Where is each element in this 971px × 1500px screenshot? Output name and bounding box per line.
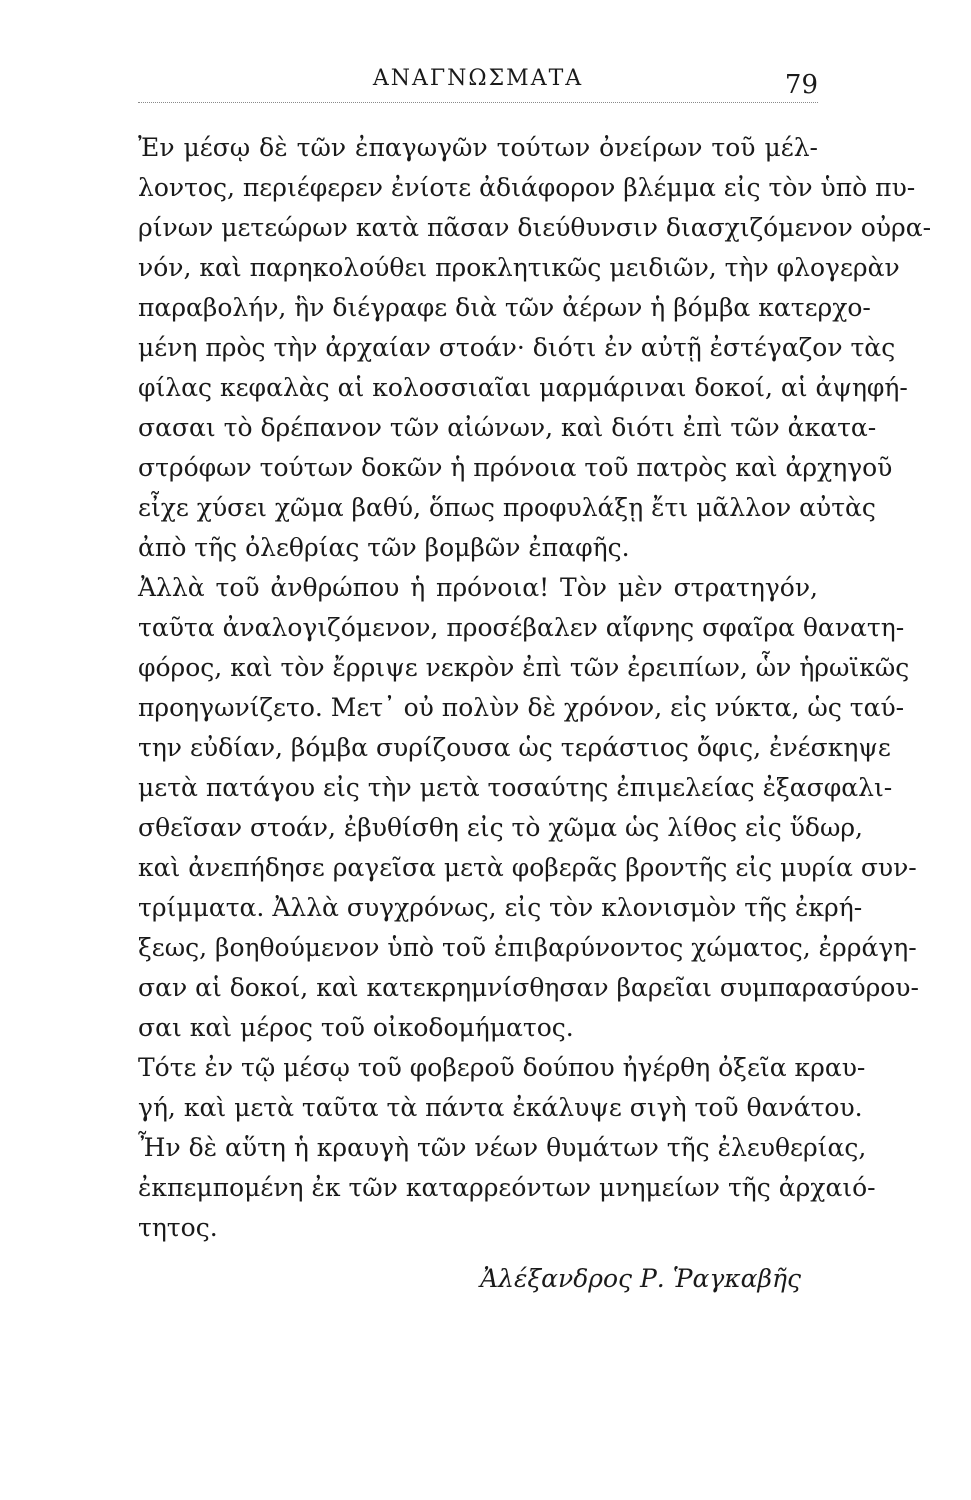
text-line: μένη πρὸς τὴν ἀρχαίαν στοάν· διότι ἐν αὐτῇ ἐστέγαζον τὰς bbox=[138, 333, 896, 362]
text-line: Ἀλλὰ τοῦ ἀνθρώπου ἡ πρόνοια! Τὸν μὲν στρατηγόν, bbox=[138, 573, 818, 602]
author-signature: Ἀλέξανδρος Ρ. Ῥαγκαβῆς bbox=[480, 1264, 801, 1293]
text-line: Ἐν μέσῳ δὲ τῶν ἐπαγωγῶν τούτων ὀνείρων τοῦ μέλ- bbox=[138, 133, 818, 162]
text-line: στρόφων τούτων δοκῶν ἡ πρόνοια τοῦ πατρὸς καὶ ἀρχηγοῦ bbox=[138, 453, 893, 482]
paragraph bbox=[138, 128, 932, 568]
text-line: σαι καὶ μέρος τοῦ οἰκοδομήματος. bbox=[138, 1013, 574, 1042]
text-line: τητος. bbox=[138, 1213, 218, 1242]
paragraph bbox=[138, 1048, 876, 1248]
text-line: ἀπὸ τῆς ὀλεθρίας τῶν βομβῶν ἐπαφῆς. bbox=[138, 533, 630, 562]
running-title: ΑΝΑΓΝΩΣΜΑΤΑ bbox=[372, 66, 584, 91]
text-line: φίλας κεφαλὰς αἱ κολοσσιαῖαι μαρμάριναι δοκοί, αἱ ἀψηφή- bbox=[138, 373, 908, 402]
text-line: προηγωνίζετο. Μετ᾽ οὐ πολὺν δὲ χρόνον, εἰς νύκτα, ὡς ταύ- bbox=[138, 693, 905, 722]
body-text bbox=[138, 128, 932, 1248]
text-line: ἐκπεμπομένη ἐκ τῶν καταρρεόντων μνημείων τῆς ἀρχαιό- bbox=[138, 1173, 876, 1202]
text-line: γή, καὶ μετὰ ταῦτα τὰ πάντα ἐκάλυψε σιγὴ τοῦ θανάτου. bbox=[138, 1093, 863, 1122]
text-line: εἶχε χύσει χῶμα βαθύ, ὅπως προφυλάξῃ ἔτι μᾶλλον αὐτὰς bbox=[138, 493, 876, 522]
text-line: Τότε ἐν τῷ μέσῳ τοῦ φοβεροῦ δούπου ἠγέρθη ὀξεῖα κραυ- bbox=[138, 1053, 866, 1082]
text-line: σθεῖσαν στοάν, ἐβυθίσθη εἰς τὸ χῶμα ὡς λίθος εἰς ὕδωρ, bbox=[138, 813, 863, 842]
page-number: 79 bbox=[784, 70, 818, 100]
text-line: καὶ ἀνεπήδησε ραγεῖσα μετὰ φοβερᾶς βροντῆς εἰς μυρία συν- bbox=[138, 853, 917, 882]
text-line: Ἦν δὲ αὕτη ἡ κραυγὴ τῶν νέων θυμάτων τῆς ἐλευθερίας, bbox=[138, 1133, 867, 1162]
text-line: ξεως, βοηθούμενον ὑπὸ τοῦ ἐπιβαρύνοντος χώματος, ἐρράγη- bbox=[138, 933, 917, 962]
text-line: ταῦτα ἀναλογιζόμενον, προσέβαλεν αἴφνης σφαῖρα θανατη- bbox=[138, 613, 905, 642]
text-line: τρίμματα. Ἀλλὰ συγχρόνως, εἰς τὸν κλονισμὸν τῆς ἐκρή- bbox=[138, 893, 863, 922]
paragraph bbox=[138, 568, 919, 1048]
text-line: παραβολήν, ἣν διέγραφε διὰ τῶν ἀέρων ἡ βόμβα κατερχο- bbox=[138, 293, 871, 322]
running-head bbox=[138, 66, 818, 100]
text-line: μετὰ πατάγου εἰς τὴν μετὰ τοσαύτης ἐπιμελείας ἐξασφαλι- bbox=[138, 773, 893, 802]
text-line: φόρος, καὶ τὸν ἔρριψε νεκρὸν ἐπὶ τῶν ἐρειπίων, ὧν ἡρωϊκῶς bbox=[138, 653, 910, 682]
header-rule bbox=[138, 102, 818, 103]
text-line: την εὐδίαν, βόμβα συρίζουσα ὡς τεράστιος ὄφις, ἐνέσκηψε bbox=[138, 733, 891, 762]
text-line: νόν, καὶ παρηκολούθει προκλητικῶς μειδιῶν, τὴν φλογερὰν bbox=[138, 253, 900, 282]
text-line: ρίνων μετεώρων κατὰ πᾶσαν διεύθυνσιν διασχιζόμενον οὐρα- bbox=[138, 213, 932, 242]
text-line: λοντος, περιέφερεν ἐνίοτε ἀδιάφορον βλέμμα εἰς τὸν ὑπὸ πυ- bbox=[138, 173, 916, 202]
text-line: σασαι τὸ δρέπανον τῶν αἰώνων, καὶ διότι ἐπὶ τῶν ἀκατα- bbox=[138, 413, 877, 442]
text-line: σαν αἱ δοκοί, καὶ κατεκρημνίσθησαν βαρεῖαι συμπαρασύρου- bbox=[138, 973, 919, 1002]
